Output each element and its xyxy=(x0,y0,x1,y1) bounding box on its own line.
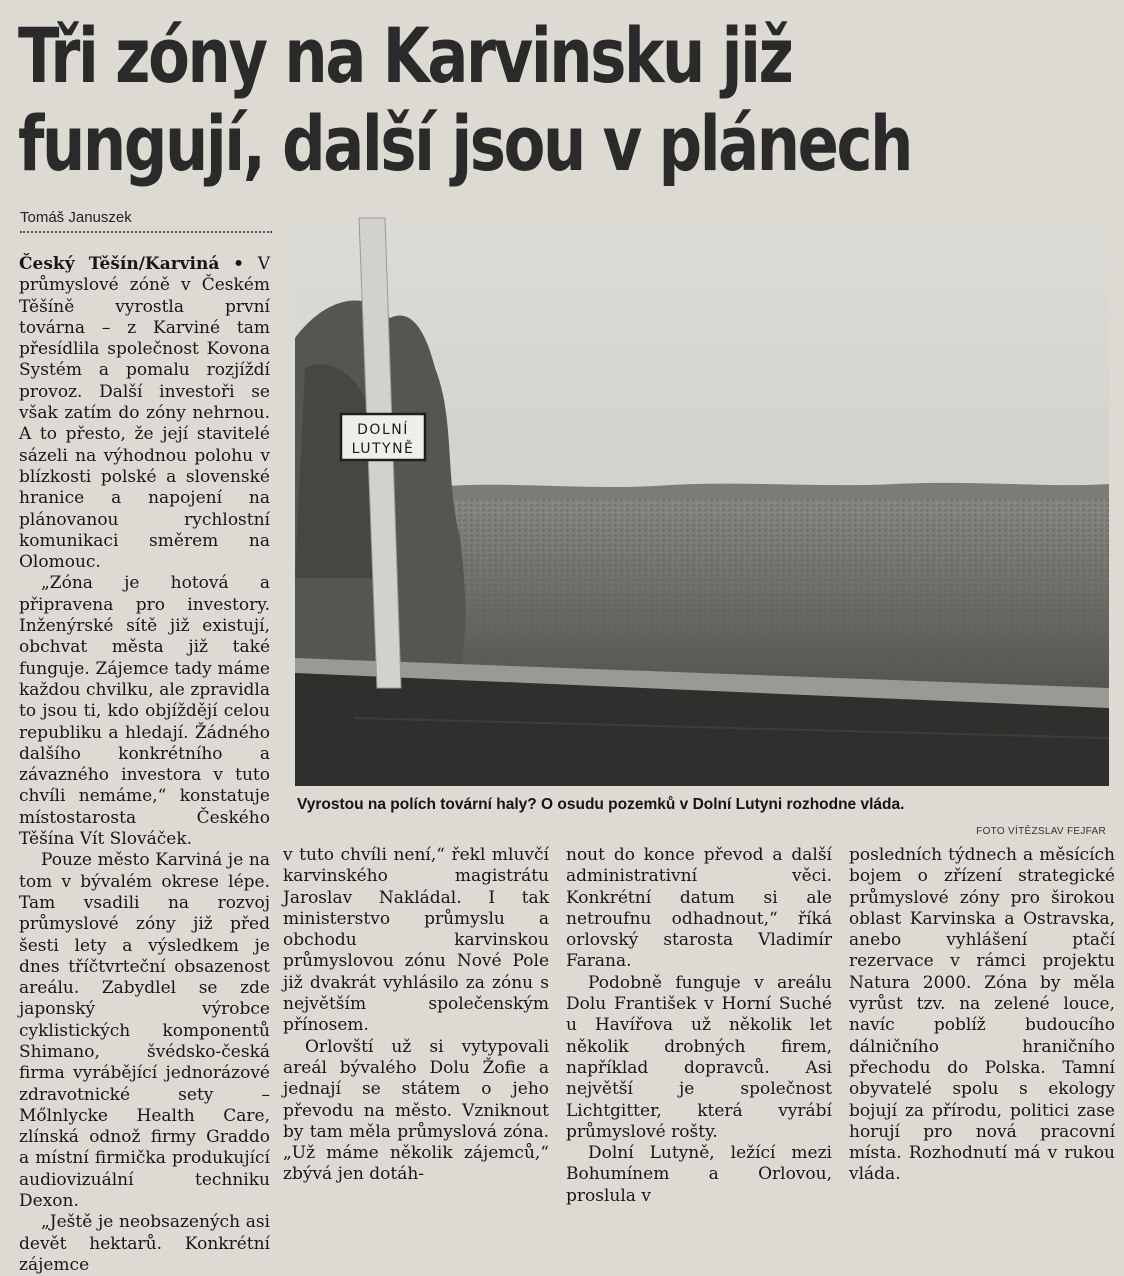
paragraph: posledních týdnech a měsících bojem o zřízení strategické průmyslové zóny pro širokou oblast Karvinska a Ostravska, anebo vyhlášení ptačí rezervace v rámci projektu Natura 2000. Zóna by měla vyrůst tzv. na zelené louce, navíc poblíž budoucího dálničního hraničního přechodu do Polska. Tamní obyvatelé spolu s ekology bojují za přírodu, politici zase horují pro nová pracovní místa. Rozhodnutí má v rukou vláda. xyxy=(849,845,1115,1185)
bullet-icon: • xyxy=(233,254,244,274)
photo-caption: Vyrostou na polích tovární haly? O osudu pozemků v Dolní Lutyni rozhodne vláda. xyxy=(297,796,905,813)
paragraph: Pouze město Karviná je na tom v bývalém okrese lépe. Tam vsadili na rozvoj průmyslové zóny již před šesti lety a výsledkem je dnes tříčtvrteční obsazenost areálu. Zabydlel se zde japonský výrobce cyklistických komponentů Shimano, švédsko-česká firma vyrábějící jednorázové zdravotnické sety – Mőlnlycke Health Care, zlínská odnož firmy Graddo a místní firmička produkující audiovizuální techniku Dexon. xyxy=(19,850,270,1212)
sign-line-2: LUTYNĚ xyxy=(351,441,415,457)
paragraph: Orlovští už si vytypovali areál bývalého Dolu Žofie a jednají se státem o jeho převodu na město. Vzniknout by tam měla průmyslová zóna. „Už máme několik zájemců,“ zbývá jen dotáh- xyxy=(283,1036,549,1185)
byline: Tomáš Januszek xyxy=(20,209,272,233)
paragraph-lead xyxy=(19,254,270,573)
headline xyxy=(18,11,912,188)
lead-text: V průmyslové zóně v Českém Těšíně vyrostla první továrna – z Karviné tam přesídlila společnost Kovona Systém a pomalu rozjíždí provoz. Další investoři se však zatím do zóny nehrnou. A to přesto, že její stavitelé sázeli na výhodnou polohu v blízkosti polské a slovenské hranice a napojení na plánovanou rychlostní komunikaci směrem na Olomouc. xyxy=(19,254,270,573)
headline-line-2: fungují, další jsou v plánech xyxy=(18,99,912,188)
photo-credit: FOTO VÍTĚZSLAV FEJFAR xyxy=(976,826,1106,837)
paragraph: Dolní Lutyně, ležící mezi Bohumínem a Orlovou, proslula v xyxy=(566,1143,832,1206)
text-column-1 xyxy=(19,254,270,1275)
paragraph: Podobně funguje v areálu Dolu František v Horní Suché u Havířova už několik let několik drobných firem, například dopravců. Asi největší je společnost Lichtgitter, která vyrábí průmyslové rošty. xyxy=(566,972,832,1142)
paragraph: „Ještě je neobsazených asi devět hektarů. Konkrétní zájemce xyxy=(19,1212,270,1275)
paragraph: v tuto chvíli není,“ řekl mluvčí karvinského magistrátu Jaroslav Nakládal. I tak ministerstvo průmyslu a obchodu karvinskou průmyslovou zónu Nové Pole již dvakrát vyhlásilo za zónu s největším společenským přínosem. xyxy=(283,845,549,1036)
paragraph: nout do konce převod a další administrativní věci. Konkrétní datum si ale netroufnu odhadnout,“ říká orlovský starosta Vladimír Farana. xyxy=(566,845,832,972)
photo xyxy=(295,218,1109,786)
text-column-2 xyxy=(283,845,549,1185)
paragraph: „Zóna je hotová a připravena pro investory. Inženýrské sítě již existují, obchvat města již také funguje. Zájemce tady máme každou chvilku, ale zpravidla to jsou ti, kdo objíždějí celou republiku a hledají. Žádného dalšího konkrétního a závazného investora v tuto chvíli nemáme,“ konstatuje místostarosta Českého Těšína Vít Slováček. xyxy=(19,573,270,850)
photo-landscape xyxy=(295,218,1109,786)
headline-line-1: Tři zóny na Karvinsku již xyxy=(18,11,792,100)
text-column-4 xyxy=(849,845,1115,1185)
dateline: Český Těšín/Karviná xyxy=(19,254,220,274)
text-column-3 xyxy=(566,845,832,1206)
sign-line-1: DOLNÍ xyxy=(357,422,409,438)
